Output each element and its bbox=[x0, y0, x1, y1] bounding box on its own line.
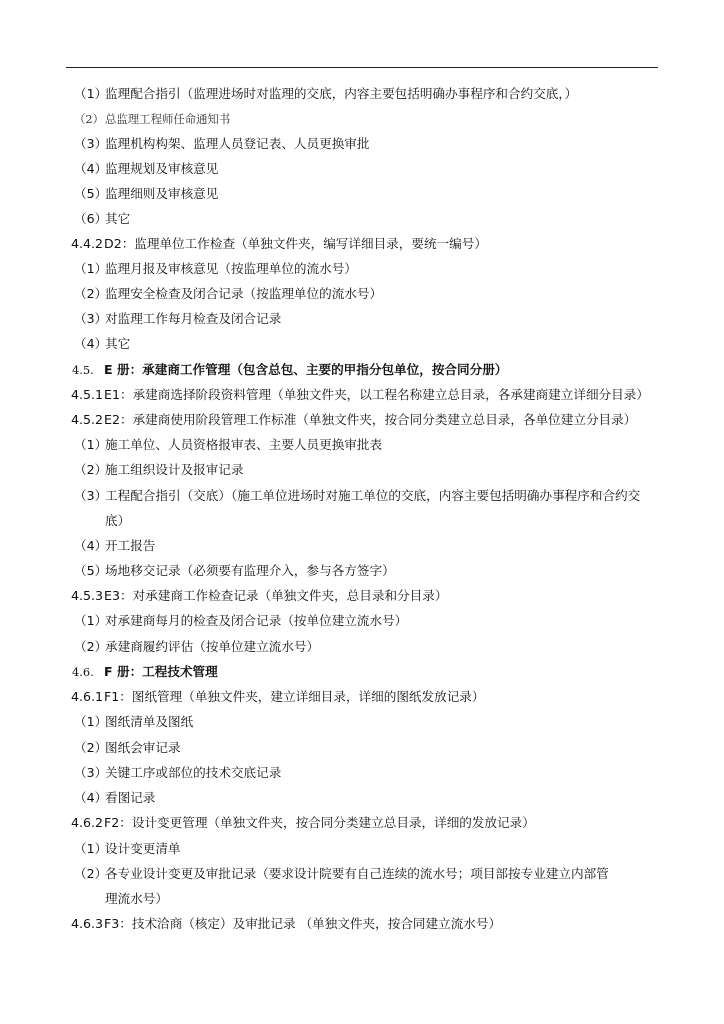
list-item: （2）总监理工程师任命通知书 bbox=[74, 112, 231, 126]
list-item: （2）各专业设计变更及审批记录（要求设计院要有自己连续的流水号；项目部按专业建立内部管 bbox=[74, 866, 609, 881]
chapter-heading: 4.5. E 册：承建商工作管理（包含总包、主要的甲指分包单位，按合同分册） bbox=[72, 362, 508, 377]
chapter-heading: 4.6. F 册：工程技术管理 bbox=[72, 664, 218, 679]
section-heading: 4.6.2F2：设计变更管理（单独文件夹，按合同分类建立总目录，详细的发放记录） bbox=[71, 815, 535, 830]
section-heading: 4.5.1E1：承建商选择阶段资料管理（单独文件夹，以工程名称建立总目录，各承建商建立详细分目录） bbox=[71, 387, 649, 402]
list-item: （1）监理月报及审核意见（按监理单位的流水号） bbox=[74, 261, 357, 276]
section-heading: 4.5.2E2：承建商使用阶段管理工作标准（单独文件夹，按合同分类建立总目录，各单位建立分目录） bbox=[71, 412, 637, 427]
list-item-continuation: 理流水号） bbox=[105, 891, 168, 906]
section-heading: 4.5.3E3：对承建商工作检查记录（单独文件夹，总目录和分目录） bbox=[71, 588, 448, 603]
list-item: （3）对监理工作每月检查及闭合记录 bbox=[74, 311, 282, 326]
list-item: （2）承建商履约评估（按单位建立流水号） bbox=[74, 639, 320, 654]
list-item: （4）开工报告 bbox=[74, 538, 156, 553]
header-rule bbox=[66, 67, 658, 68]
list-item: （1）对承建商每月的检查及闭合记录（按单位建立流水号） bbox=[74, 613, 408, 628]
list-item: （4）其它 bbox=[74, 336, 131, 351]
list-item: （1）设计变更清单 bbox=[74, 841, 181, 856]
list-item: （1）监理配合指引（监理进场时对监理的交底，内容主要包括明确办事程序和合约交底，） bbox=[74, 86, 578, 101]
list-item-continuation: 底） bbox=[105, 513, 131, 528]
list-item: （2）图纸会审记录 bbox=[74, 740, 181, 755]
section-heading: 4.4.2D2：监理单位工作检查（单独文件夹，编写详细目录，要统一编号） bbox=[71, 236, 487, 251]
list-item: （3）监理机构构架、监理人员登记表、人员更换审批 bbox=[74, 136, 370, 151]
list-item: （6）其它 bbox=[74, 211, 131, 226]
list-item: （4）监理规划及审核意见 bbox=[74, 161, 219, 176]
list-item: （2）施工组织设计及报审记录 bbox=[74, 462, 244, 477]
list-item: （1）图纸清单及图纸 bbox=[74, 714, 194, 729]
list-item: （3）关键工序或部位的技术交底记录 bbox=[74, 765, 282, 780]
list-item: （5）场地移交记录（必须要有监理介入，参与各方签字） bbox=[74, 563, 395, 578]
list-item: （3）工程配合指引（交底）（施工单位进场时对施工单位的交底，内容主要包括明确办事程序和合约交 bbox=[74, 488, 641, 503]
list-item: （4）看图记录 bbox=[74, 790, 156, 805]
list-item: （2）监理安全检查及闭合记录（按监理单位的流水号） bbox=[74, 286, 383, 301]
list-item: （5）监理细则及审核意见 bbox=[74, 186, 219, 201]
list-item: （1）施工单位、人员资格报审表、主要人员更换审批表 bbox=[74, 437, 383, 452]
section-heading: 4.6.1F1：图纸管理（单独文件夹，建立详细目录，详细的图纸发放记录） bbox=[71, 689, 485, 704]
section-heading: 4.6.3F3：技术洽商（核定）及审批记录 （单独文件夹，按合同建立流水号） bbox=[71, 916, 502, 931]
